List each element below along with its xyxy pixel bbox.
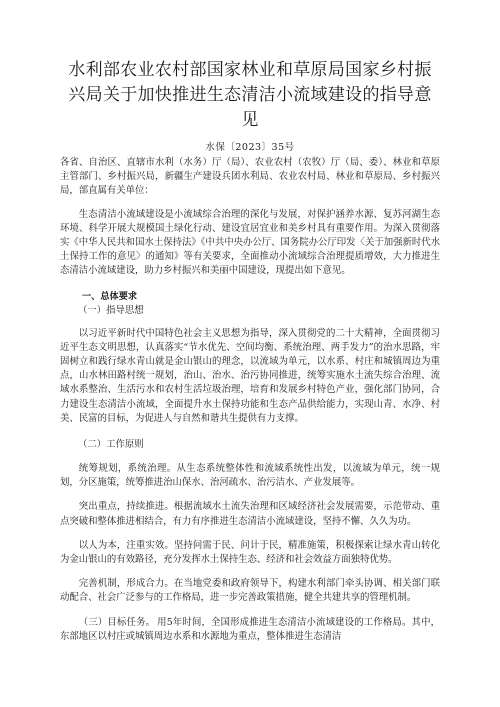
principle-paragraph-3: 以人为本，注重实效。坚持问需于民、问计于民，精准施策，积极探索让绿水青山转化为金山银山的有效路径，充分发挥水土保持生态、经济和社会效益方面独特优势。 (60, 539, 440, 566)
targets-paragraph (60, 616, 440, 644)
document-body (60, 156, 440, 644)
guiding-ideology-paragraph: 以习近平新时代中国特色社会主义思想为指导，深入贯彻党的二十大精神，全面贯彻习近平生态文明思想，认真落实“节水优先、空间均衡、系统治理、两手发力”的治水思路，牢固树立和践行绿水青山就是金山银山的理念，以流域为单元，以水系、村庄和城镇周边为重点，山水林田路村统一规划，治山、治水、治污协同推进，统筹实施水土流失综合治理、流域水系整治、生活污水和农村生活垃圾治理，培育和发展乡村特色产业，强化部门协同，合力建设生态清洁小流域，全面提升水土保持功能和生态产品供给能力，实现山青、水净、村美、民富的目标，为促进人与自然和谐共生提供有力支撑。 (60, 327, 440, 424)
title-line-1: 水利部农业农村部国家林业和草原局国家乡村振 (68, 60, 432, 80)
subsection-heading-working-principles: （二）工作原则 (78, 439, 144, 451)
title-line-2: 兴局关于加快推进生态清洁小流域建设的指导意见 (68, 85, 432, 130)
document-number: 水保〔2023〕35号 (205, 142, 295, 153)
targets-text: 用5年时间，全国形成推进生态清洁小流域建设的工作格局。其中，东部地区以村庄或城镇周边水系和水源地为重点，整体推进生态清洁 (60, 616, 440, 642)
section-heading-general-requirements: 一、总体要求 (82, 290, 138, 302)
subsection-heading-targets: （三）目标任务。 (78, 616, 156, 628)
addressee: 各省、自治区、直辖市水利（水务）厅（局）、农业农村（农牧）厅（局、委）、林业和草原主管部门、乡村振兴局，新疆生产建设兵团水利局、农业农村局、林业和草原局、乡村振兴局，部直属有关单位： (60, 157, 440, 197)
intro-paragraph: 生态清洁小流域建设是小流域综合治理的深化与发展，对保护涵养水源、复苏河湖生态环境、科学开展大规模国土绿化行动、建设宜居宜业和美乡村具有重要作用。为深入贯彻落实《中华人民共和国水土保持法》《中共中央办公厅、国务院办公厅印发〈关于加强新时代水土保持工作的意见〉的通知》等有关要求，全面推动小流域综合治理提质增效，大力推进生态清洁小流域建设，助力乡村振兴和美丽中国建设，现提出如下意见。 (60, 208, 440, 277)
principle-paragraph-4: 完善机制，形成合力。在当地党委和政府领导下，构建水利部门牵头协调、相关部门联动配合、社会广泛参与的工作格局，进一步完善政策措施，健全共建共享的管理机制。 (60, 578, 440, 604)
document-title (60, 58, 440, 133)
principle-paragraph-1: 统筹规划，系统治理。从生态系统整体性和流域系统性出发，以流域为单元，统一规划，分区施策，统筹推进治山保水、治河疏水、治污洁水、产业发展等。 (60, 463, 440, 489)
principle-paragraph-2: 突出重点，持续推进。根据流域水土流失治理和区域经济社会发展需要，示范带动、重点突破和整体推进相结合，有力有序推进生态清洁小流域建设，坚持不懈、久久为功。 (60, 501, 440, 527)
subsection-heading-guiding-ideology: （一）指导思想 (78, 304, 144, 316)
